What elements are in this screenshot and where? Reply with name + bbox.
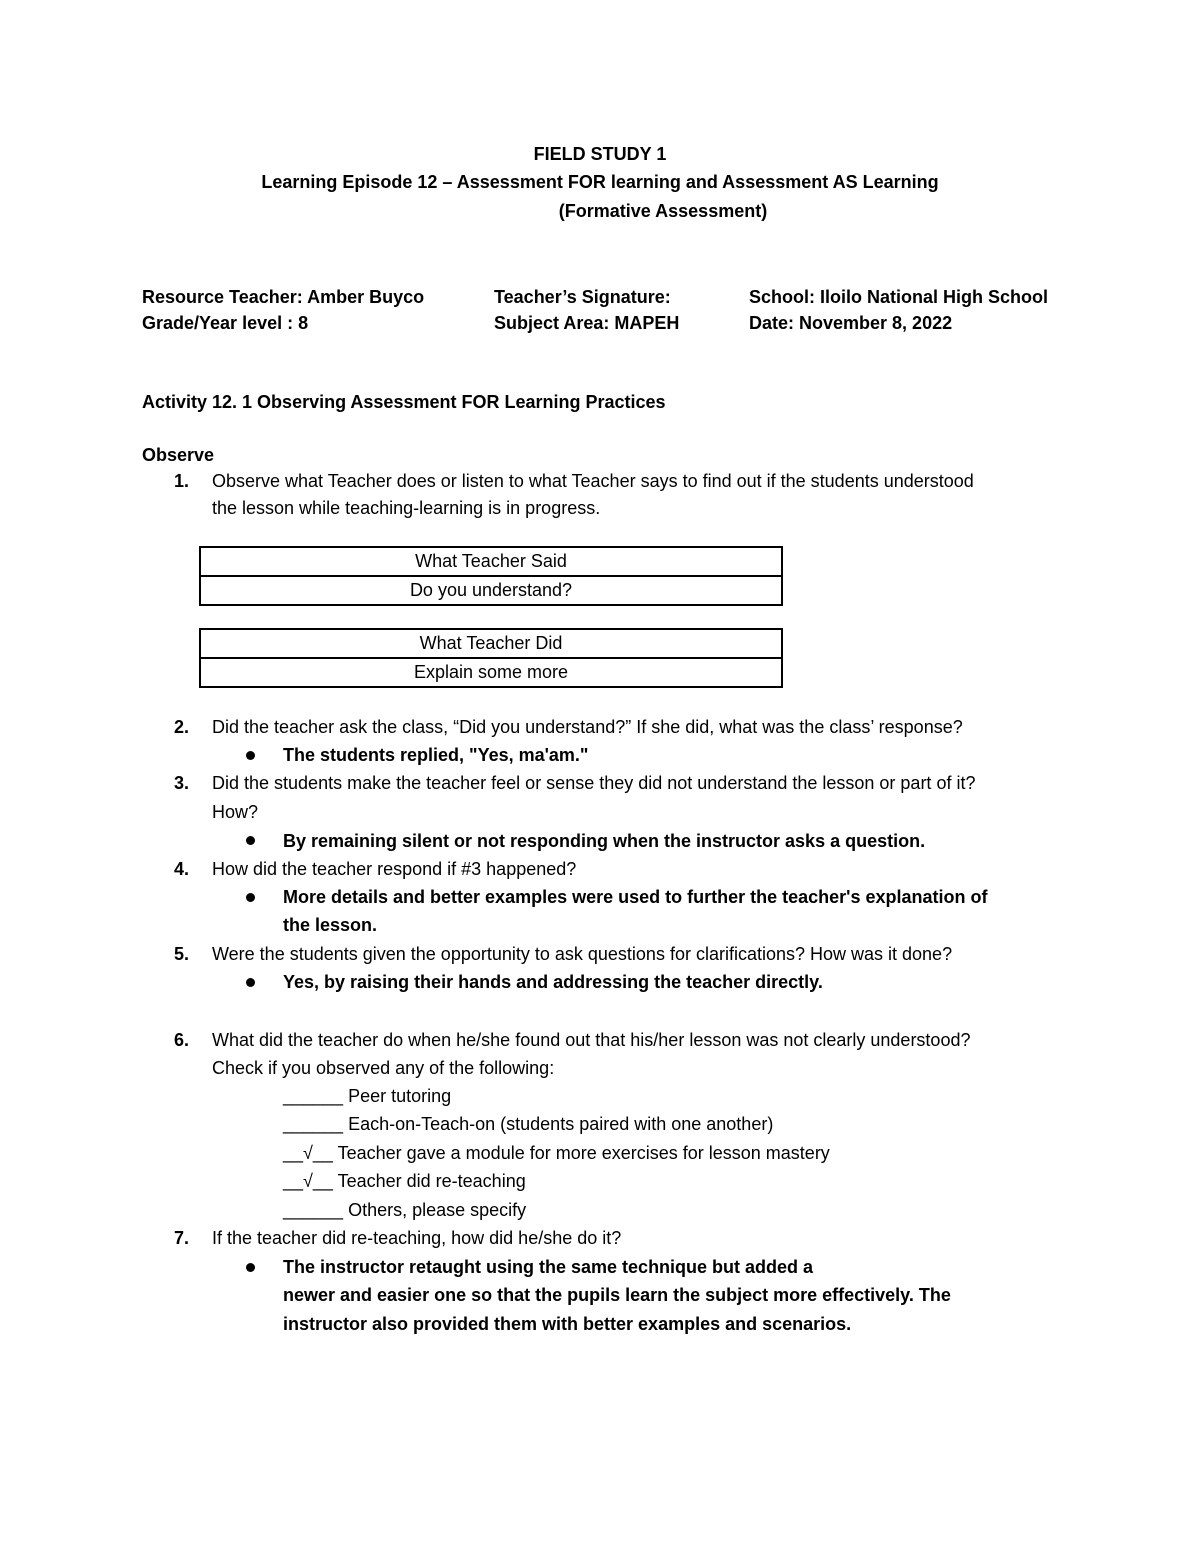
question-number: 3. [174, 773, 190, 793]
checklist-item-others: ______ Others, please specify [283, 1200, 527, 1220]
document-title: FIELD STUDY 1 [533, 144, 667, 164]
question-7-answer-line-3: instructor also provided them with better examples and scenarios. [283, 1314, 852, 1334]
teacher-signature: Teacher’s Signature: [494, 287, 671, 307]
question-3-line-2: How? [212, 802, 259, 822]
bullet-icon [246, 1263, 255, 1272]
subject-area: Subject Area: MAPEH [494, 313, 680, 333]
question-3-line-1: Did the students make the teacher feel or sense they did not understand the lesson or part of it? [212, 773, 976, 793]
grade-level: Grade/Year level : 8 [142, 313, 309, 333]
checklist-item-module: __√__ Teacher gave a module for more exercises for lesson mastery [283, 1143, 830, 1163]
school: School: Iloilo National High School [749, 287, 1048, 307]
document-subtitle-2: (Formative Assessment) [558, 201, 768, 221]
bullet-icon [246, 836, 255, 845]
activity-title: Activity 12. 1 Observing Assessment FOR Learning Practices [142, 392, 666, 412]
question-2-text: Did the teacher ask the class, “Did you understand?” If she did, what was the class’ response? [212, 717, 963, 737]
question-number: 7. [174, 1228, 190, 1248]
date: Date: November 8, 2022 [749, 313, 953, 333]
question-4-answer-line-1: More details and better examples were used to further the teacher's explanation of [283, 887, 988, 907]
question-6-line-2: Check if you observed any of the following: [212, 1058, 555, 1078]
question-2-answer: The students replied, "Yes, ma'am." [283, 745, 589, 765]
table-header: What Teacher Said [415, 551, 567, 571]
table-cell: Explain some more [201, 657, 781, 686]
resource-teacher: Resource Teacher: Amber Buyco [142, 287, 425, 307]
checklist-item-peer-tutoring: ______ Peer tutoring [283, 1086, 452, 1106]
question-number: 2. [174, 717, 190, 737]
table-what-teacher-did [199, 628, 783, 688]
question-number: 1. [174, 471, 190, 491]
table-cell: Do you understand? [201, 575, 781, 604]
checklist-item-re-teaching: __√__ Teacher did re-teaching [283, 1171, 526, 1191]
question-1-line-2: the lesson while teaching-learning is in progress. [212, 498, 601, 518]
question-7-text: If the teacher did re-teaching, how did he/she do it? [212, 1228, 622, 1248]
bullet-icon [246, 751, 255, 760]
question-6-line-1: What did the teacher do when he/she found out that his/her lesson was not clearly understood? [212, 1030, 971, 1050]
table-what-teacher-said [199, 546, 783, 606]
checklist-item-each-on-teach-on: ______ Each-on-Teach-on (students paired with one another) [283, 1114, 774, 1134]
question-4-text: How did the teacher respond if #3 happened? [212, 859, 577, 879]
bullet-icon [246, 978, 255, 987]
question-number: 4. [174, 859, 190, 879]
question-number: 5. [174, 944, 190, 964]
question-3-answer: By remaining silent or not responding when the instructor asks a question. [283, 831, 926, 851]
question-4-answer-line-2: the lesson. [283, 915, 378, 935]
question-7-answer-line-2: newer and easier one so that the pupils learn the subject more effectively. The [283, 1285, 951, 1305]
document-subtitle: Learning Episode 12 – Assessment FOR learning and Assessment AS Learning [261, 172, 939, 192]
question-5-text: Were the students given the opportunity to ask questions for clarifications? How was it done? [212, 944, 953, 964]
question-number: 6. [174, 1030, 190, 1050]
question-1-line-1: Observe what Teacher does or listen to what Teacher says to find out if the students understood [212, 471, 974, 491]
table-header: What Teacher Did [419, 633, 563, 653]
observe-heading: Observe [142, 445, 215, 465]
question-5-answer: Yes, by raising their hands and addressing the teacher directly. [283, 972, 823, 992]
bullet-icon [246, 893, 255, 902]
question-7-answer-line-1: The instructor retaught using the same technique but added a [283, 1257, 814, 1277]
